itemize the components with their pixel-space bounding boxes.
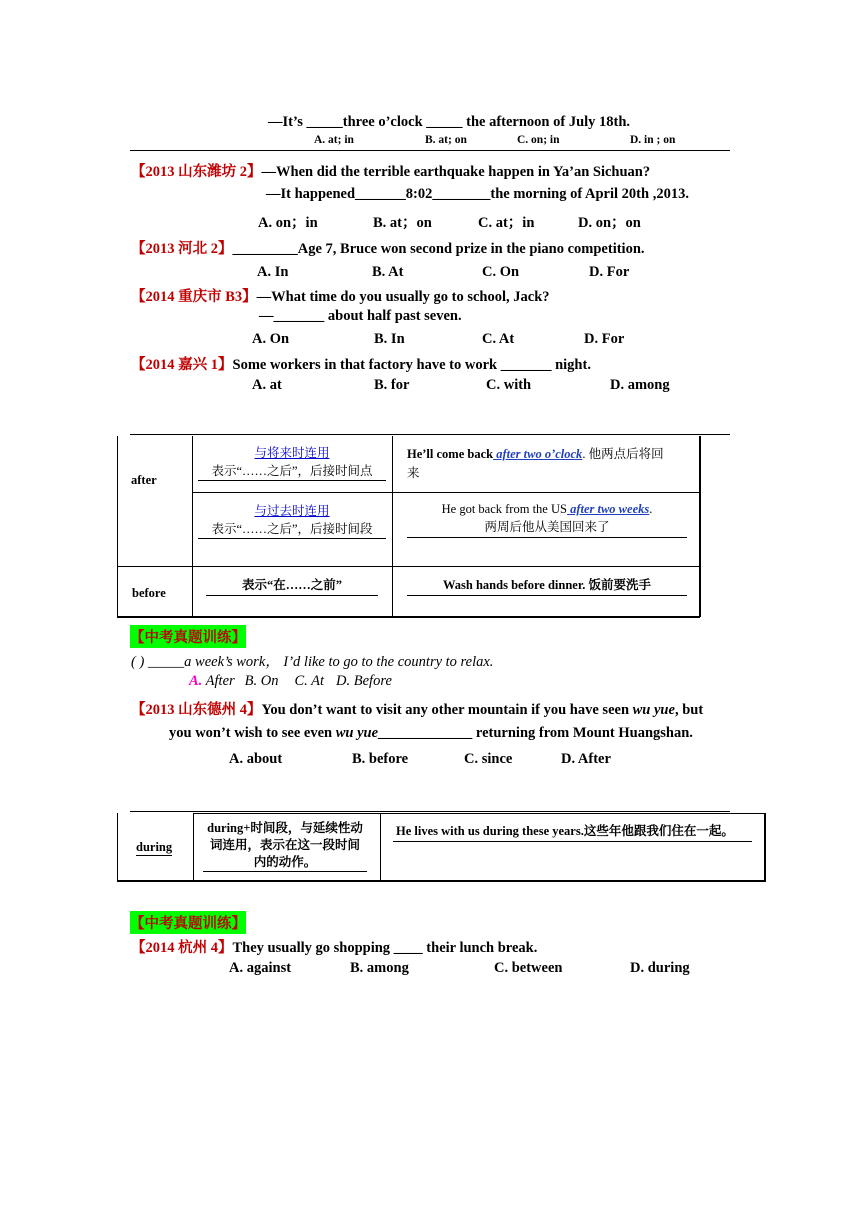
option-d: D. For [584,331,625,347]
practice-question-3-options [229,960,709,978]
row1-description: 表示“……之后”，后接时间点 [198,461,386,481]
option-d: D. After [561,751,611,767]
question-1-tag: 【2013 山东潍坊 2】 [131,164,262,180]
option-b: B. at；on [373,215,432,231]
divider-line [130,150,730,151]
option-c: C. with [486,377,532,393]
question-3-text2: —_______ about half past seven. [259,308,462,324]
question-2-text: Age 7, Bruce won second prize in the piano competition. [297,241,645,257]
question-4 [131,353,591,374]
option-a: A. In [257,264,289,280]
practice-question-2-options [229,751,649,769]
option-b: B. among [350,960,409,976]
option-c: C. at；in [478,215,535,231]
row1-usage-link: 与将来时连用 [254,446,330,460]
practice-question-3: 【2014 杭州 4】They usually go shopping ____ their lunch break. [131,940,538,956]
option-b: B. In [374,331,405,347]
practice-question-1-options: A. After B. On C. At D. Before [189,673,392,689]
row2-example: He got back from the US after two weeks. 两周后他从美国回来了 [407,502,687,538]
question-2-options [257,264,677,282]
option-c: C. At [482,331,515,347]
question-1-text: —When did the terrible earthquake happen in Ya’an Sichuan? [261,164,651,180]
question-3-tag: 【2014 重庆市 B3】 [131,289,257,305]
option-b: B. at; on [425,134,467,146]
row2-usage-link: 与过去时连用 [254,504,330,518]
question-3-text: —What time do you usually go to school, Jack? [256,289,550,305]
question-2-blank: _________ [232,241,298,257]
option-a: A. at; in [314,134,354,146]
option-d: D. on；on [578,215,641,231]
during-example: He lives with us during these years.这些年他跟我们住在一起。 [393,821,752,842]
row1-example-phrase: after two o’clock [493,447,583,461]
question-4-options [252,377,692,395]
option-c: C. on; in [517,134,560,146]
question-3-options [252,331,672,349]
practice-question-2-line2: you won’t wish to see even wu yue_____________ returning from Mount Huangshan. [169,725,693,741]
option-c: C. since [464,751,513,767]
question-4-text: Some workers in that factory have to work _______ night. [232,357,591,373]
option-b: B. At [372,264,404,280]
option-d: D. among [610,377,670,393]
during-description: during+时间段，与延续性动 词连用，表示在这一段时间 内的动作。 [203,820,367,872]
row1-example: He’ll come back after two o’clock. 他两点后将回 来 [407,447,664,480]
correct-answer: A. [189,673,203,689]
question-2-tag: 【2013 河北 2】 [131,241,233,257]
option-c: C. between [494,960,563,976]
question-1 [131,160,650,181]
after-label: after [131,473,157,487]
option-d: D. during [630,960,690,976]
question-0-text: —It’s _____three o’clock _____ the afternoon of July 18th. [268,114,631,130]
option-b: B. before [352,751,409,767]
before-description: 表示“在……之前” [206,575,378,596]
option-c: C. On [482,264,520,280]
before-label: before [132,586,166,600]
option-d: D. For [589,264,630,280]
question-1-text2: —It happened_______8:02________the morning of April 20th ,2013. [266,186,689,202]
during-label: during [136,840,173,854]
row2-example-phrase: after two weeks [566,502,650,516]
option-a: A. On [252,331,290,347]
option-b: B. for [374,377,410,393]
option-a: A. on；in [258,215,318,231]
question-2 [131,237,645,258]
option-a: A. against [229,960,292,976]
practice-heading-2: 【中考真题训练】 [130,911,246,934]
row2-description: 表示“……之后”，后接时间段 [198,519,386,539]
question-4-tag: 【2014 嘉兴 1】 [131,357,233,373]
question-0-options [314,134,734,148]
practice-question-2: 【2013 山东德州 4】You don’t want to visit any other mountain if you have seen wu yue, but [131,702,704,718]
question-3 [131,285,550,306]
practice-heading: 【中考真题训练】 [130,625,246,648]
practice-question-1: ( ) _____a week’s work， I’d like to go to the country to relax. [131,654,494,670]
before-example: Wash hands before dinner. 饭前要洗手 [407,575,687,596]
option-a: A. about [229,751,283,767]
option-a: A. at [252,377,282,393]
question-1-options [258,211,678,229]
option-d: D. in ; on [630,134,676,146]
